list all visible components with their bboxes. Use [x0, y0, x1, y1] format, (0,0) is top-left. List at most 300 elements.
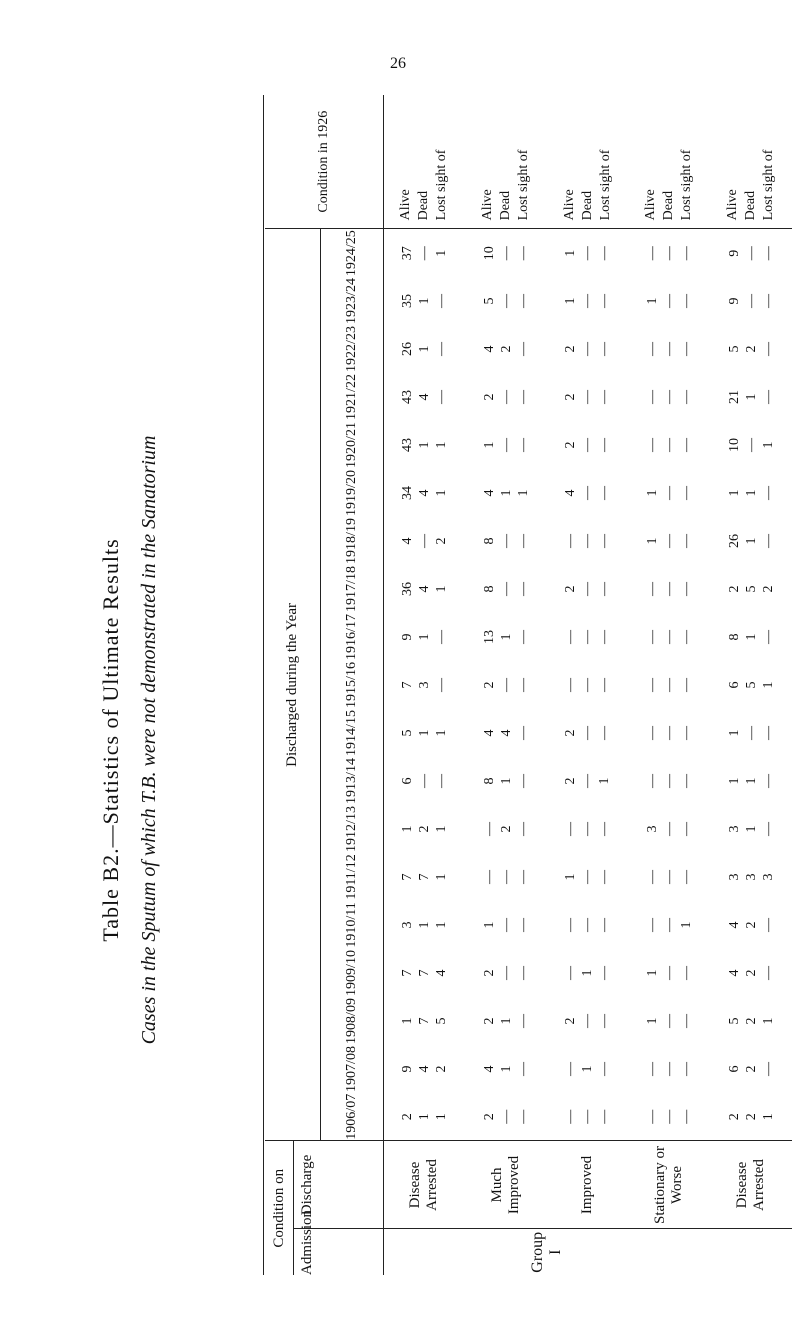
outcome-count: 4: [433, 969, 449, 977]
outcome-count: 7: [399, 969, 415, 977]
year-value-cell: [547, 421, 629, 469]
outcome-count: —: [678, 389, 694, 404]
outcome-count: —: [580, 869, 596, 884]
outcome-label: Alive: [480, 189, 496, 221]
year-1922: 1922/23: [320, 325, 383, 373]
results-table-body: [383, 95, 792, 1275]
year-value-cell: [547, 613, 629, 661]
year-1907: 1907/08: [320, 1045, 383, 1093]
outcome-count: 9: [399, 1065, 415, 1073]
outcome-count: —: [416, 533, 432, 548]
outcome-count: 43: [399, 389, 415, 404]
outcome-count: —: [515, 677, 531, 692]
outcome-count: —: [597, 917, 613, 932]
outcome-count: —: [760, 389, 776, 404]
outcome-count: —: [515, 869, 531, 884]
year-value-cell: [465, 229, 547, 277]
year-value-cell: [465, 421, 547, 469]
year-value-cell: [465, 1093, 547, 1141]
outcome-count: 26: [399, 341, 415, 356]
outcome-count: 6: [726, 681, 742, 689]
outcome-count: 1: [433, 585, 449, 593]
outcome-count: —: [644, 869, 660, 884]
table-title-block: [92, 436, 168, 1045]
outcome-count: —: [661, 629, 677, 644]
outcome-count: 2: [481, 1017, 497, 1025]
year-value-cell: [547, 1045, 629, 1093]
year-value-cell: [547, 853, 629, 901]
year-value-cell: [710, 853, 792, 901]
year-value-cell: [629, 805, 711, 853]
outcome-count: 21: [726, 389, 742, 404]
year-1919: 1919/20: [320, 469, 383, 517]
outcome-count: —: [563, 917, 579, 932]
outcome-label: Alive: [725, 189, 741, 221]
outcome-count: 2: [481, 393, 497, 401]
year-value-cell: [465, 709, 547, 757]
outcome-count: —: [597, 1109, 613, 1124]
outcome-count: —: [644, 725, 660, 740]
outcome-label: Lost sight of: [434, 149, 450, 221]
outcome-label: Dead: [416, 190, 432, 221]
outcome-count: —: [597, 725, 613, 740]
outcome-label: Alive: [643, 189, 659, 221]
outcome-count: 4: [481, 729, 497, 737]
outcome-count: —: [678, 1013, 694, 1028]
year-header-spacer: [320, 1229, 383, 1275]
outcome-count: 2: [481, 969, 497, 977]
year-1915: 1915/16: [320, 661, 383, 709]
year-1923: 1923/24: [320, 277, 383, 325]
outcome-count: —: [661, 293, 677, 308]
outcome-count: 1: [416, 441, 432, 449]
outcome-count: —: [580, 821, 596, 836]
outcome-count: 3: [760, 873, 776, 881]
year-value-cell: [710, 565, 792, 613]
outcome-count: 2: [416, 825, 432, 833]
year-value-cell: [383, 949, 465, 997]
outcome-count: —: [563, 533, 579, 548]
outcome-count: —: [515, 965, 531, 980]
year-value-cell: [547, 661, 629, 709]
year-value-cell: [383, 805, 465, 853]
year-value-cell: [547, 709, 629, 757]
outcome-count: 1: [498, 1065, 514, 1073]
outcome-count: —: [644, 437, 660, 452]
condition-1926-labels: [710, 95, 792, 229]
year-value-cell: [465, 757, 547, 805]
outcome-count: 8: [726, 633, 742, 641]
outcome-count: 1: [433, 729, 449, 737]
year-value-cell: [383, 421, 465, 469]
year-value-cell: [547, 757, 629, 805]
outcome-count: 9: [726, 297, 742, 305]
year-value-cell: [547, 949, 629, 997]
outcome-count: —: [661, 1061, 677, 1076]
outcome-count: —: [498, 437, 514, 452]
outcome-count: —: [563, 821, 579, 836]
year-value-cell: [710, 805, 792, 853]
year-value-cell: [547, 469, 629, 517]
year-value-cell: [629, 1093, 711, 1141]
year-value-cell: [383, 325, 465, 373]
outcome-count: 1: [433, 441, 449, 449]
year-value-cell: [710, 1093, 792, 1141]
year-value-cell: [629, 565, 711, 613]
outcome-count: 4: [563, 489, 579, 497]
outcome-count: 35: [399, 293, 415, 308]
outcome-count: 43: [399, 437, 415, 452]
outcome-count: —: [760, 917, 776, 932]
outcome-count: 2: [433, 537, 449, 545]
outcome-count: —: [498, 246, 514, 261]
outcome-count: —: [743, 437, 759, 452]
year-value-cell: [383, 901, 465, 949]
outcome-count: —: [580, 246, 596, 261]
outcome-count: 2: [563, 777, 579, 785]
outcome-count: 2: [743, 969, 759, 977]
discharge-condition-label: Stationary or Worse: [629, 1141, 711, 1229]
outcome-count: —: [678, 677, 694, 692]
outcome-count: 1: [760, 681, 776, 689]
year-value-cell: [629, 661, 711, 709]
outcome-count: —: [515, 917, 531, 932]
outcome-count: —: [498, 533, 514, 548]
outcome-count: 2: [743, 345, 759, 353]
year-value-cell: [547, 1093, 629, 1141]
outcome-count: —: [515, 246, 531, 261]
outcome-count: —: [597, 341, 613, 356]
year-1917: 1917/18: [320, 565, 383, 613]
outcome-count: —: [661, 581, 677, 596]
condition-1926-header: Condition in 1926: [265, 95, 383, 229]
outcome-count: —: [580, 293, 596, 308]
outcome-count: —: [498, 965, 514, 980]
outcome-count: 2: [563, 393, 579, 401]
outcome-count: —: [743, 725, 759, 740]
year-value-cell: [465, 949, 547, 997]
outcome-count: 1: [644, 297, 660, 305]
outcome-count: —: [661, 437, 677, 452]
year-1921: 1921/22: [320, 373, 383, 421]
outcome-count: —: [597, 869, 613, 884]
table-row: [710, 95, 792, 1275]
year-value-cell: [547, 901, 629, 949]
outcome-count: —: [515, 533, 531, 548]
outcome-count: 2: [743, 1017, 759, 1025]
outcome-count: —: [498, 389, 514, 404]
year-value-cell: [465, 901, 547, 949]
year-value-cell: [547, 229, 629, 277]
outcome-count: —: [678, 1061, 694, 1076]
outcome-count: 1: [760, 441, 776, 449]
year-1908: 1908/09: [320, 997, 383, 1045]
outcome-label: Alive: [398, 189, 414, 221]
year-value-cell: [465, 517, 547, 565]
outcome-label: Dead: [579, 190, 595, 221]
outcome-count: 1: [743, 393, 759, 401]
outcome-count: —: [678, 725, 694, 740]
year-value-cell: [710, 1045, 792, 1093]
year-value-cell: [547, 805, 629, 853]
outcome-count: 2: [481, 1113, 497, 1121]
outcome-count: —: [515, 437, 531, 452]
year-value-cell: [710, 757, 792, 805]
outcome-count: 1: [433, 489, 449, 497]
outcome-count: —: [661, 389, 677, 404]
table-row: [547, 95, 629, 1275]
outcome-count: —: [597, 389, 613, 404]
year-value-cell: [383, 229, 465, 277]
outcome-count: 8: [481, 777, 497, 785]
outcome-count: —: [580, 1109, 596, 1124]
year-value-cell: [547, 325, 629, 373]
discharge-condition-label: Disease Arrested: [383, 1141, 465, 1229]
outcome-count: —: [580, 341, 596, 356]
year-value-cell: [383, 613, 465, 661]
outcome-count: 4: [416, 585, 432, 593]
year-value-cell: [710, 709, 792, 757]
outcome-count: —: [644, 677, 660, 692]
outcome-count: 1: [760, 1017, 776, 1025]
outcome-count: —: [433, 341, 449, 356]
outcome-count: 1: [433, 921, 449, 929]
outcome-count: —: [597, 965, 613, 980]
year-value-cell: [710, 469, 792, 517]
year-value-cell: [383, 469, 465, 517]
year-value-cell: [465, 853, 547, 901]
outcome-count: 3: [743, 873, 759, 881]
year-value-cell: [629, 229, 711, 277]
outcome-label: Lost sight of: [761, 149, 777, 221]
outcome-count: 4: [481, 345, 497, 353]
year-header-spacer-2: [320, 1141, 383, 1229]
admission-header: Admission: [294, 1229, 321, 1275]
year-value-cell: [710, 517, 792, 565]
outcome-count: —: [760, 773, 776, 788]
outcome-count: —: [515, 1061, 531, 1076]
outcome-count: —: [580, 389, 596, 404]
outcome-count: 1: [563, 873, 579, 881]
outcome-count: 2: [563, 345, 579, 353]
outcome-count: 2: [743, 1065, 759, 1073]
outcome-count: 3: [726, 825, 742, 833]
year-value-cell: [465, 1045, 547, 1093]
outcome-count: —: [498, 917, 514, 932]
outcome-count: —: [515, 773, 531, 788]
year-value-cell: [547, 517, 629, 565]
outcome-count: —: [743, 246, 759, 261]
outcome-count: —: [678, 341, 694, 356]
outcome-count: 4: [416, 489, 432, 497]
outcome-count: 3: [726, 873, 742, 881]
outcome-count: 36: [399, 581, 415, 596]
year-value-cell: [710, 997, 792, 1045]
year-1913: 1913/14: [320, 757, 383, 805]
outcome-count: —: [644, 773, 660, 788]
outcome-count: 1: [644, 537, 660, 545]
outcome-count: —: [678, 821, 694, 836]
outcome-count: —: [597, 246, 613, 261]
outcome-count: 1: [597, 777, 613, 785]
outcome-count: —: [597, 677, 613, 692]
outcome-count: —: [515, 629, 531, 644]
year-value-cell: [465, 997, 547, 1045]
outcome-count: 2: [743, 921, 759, 929]
outcome-count: —: [644, 1109, 660, 1124]
outcome-count: —: [563, 965, 579, 980]
outcome-count: 1: [433, 1113, 449, 1121]
year-value-cell: [383, 373, 465, 421]
outcome-count: —: [760, 341, 776, 356]
outcome-count: —: [760, 1061, 776, 1076]
outcome-count: —: [580, 485, 596, 500]
condition-1926-labels: [465, 95, 547, 229]
outcome-count: 7: [416, 873, 432, 881]
outcome-count: 2: [760, 585, 776, 593]
outcome-count: 1: [498, 777, 514, 785]
header-row-condition: [265, 95, 294, 1275]
year-value-cell: [383, 1093, 465, 1141]
outcome-count: —: [498, 1109, 514, 1124]
outcome-count: 5: [481, 297, 497, 305]
discharge-condition-label: Improved: [547, 1141, 629, 1229]
outcome-count: 2: [481, 681, 497, 689]
condition-on-header: Condition on: [265, 1141, 294, 1275]
outcome-count: 1: [515, 489, 531, 497]
year-value-cell: [465, 373, 547, 421]
outcome-count: 1: [644, 969, 660, 977]
outcome-count: 5: [726, 1017, 742, 1025]
table-row: [629, 95, 711, 1275]
year-value-cell: [465, 661, 547, 709]
outcome-count: 4: [498, 729, 514, 737]
outcome-count: 1: [580, 969, 596, 977]
outcome-count: —: [661, 1109, 677, 1124]
outcome-count: —: [515, 821, 531, 836]
outcome-count: —: [580, 581, 596, 596]
year-value-cell: [383, 277, 465, 325]
outcome-count: —: [597, 821, 613, 836]
year-value-cell: [547, 373, 629, 421]
group-label-next: [710, 1229, 792, 1275]
outcome-count: —: [678, 965, 694, 980]
outcome-count: —: [760, 965, 776, 980]
year-value-cell: [710, 901, 792, 949]
outcome-count: —: [580, 725, 596, 740]
outcome-count: —: [661, 821, 677, 836]
outcome-count: 1: [481, 921, 497, 929]
outcome-count: 1: [416, 921, 432, 929]
outcome-count: —: [678, 773, 694, 788]
outcome-count: —: [416, 773, 432, 788]
outcome-count: 1: [743, 537, 759, 545]
year-value-cell: [383, 565, 465, 613]
year-value-cell: [629, 949, 711, 997]
outcome-count: 7: [399, 681, 415, 689]
year-value-cell: [383, 853, 465, 901]
outcome-count: —: [580, 773, 596, 788]
outcome-count: —: [515, 1109, 531, 1124]
outcome-count: —: [678, 293, 694, 308]
year-1918: 1918/19: [320, 517, 383, 565]
outcome-count: —: [661, 725, 677, 740]
outcome-count: —: [678, 581, 694, 596]
outcome-count: 1: [498, 489, 514, 497]
outcome-count: 2: [726, 585, 742, 593]
outcome-count: —: [743, 293, 759, 308]
outcome-count: —: [661, 773, 677, 788]
outcome-count: —: [563, 629, 579, 644]
outcome-label: Alive: [561, 189, 577, 221]
outcome-count: 2: [399, 1113, 415, 1121]
outcome-count: —: [661, 677, 677, 692]
outcome-count: —: [515, 725, 531, 740]
outcome-count: —: [644, 341, 660, 356]
outcome-count: —: [678, 485, 694, 500]
outcome-count: 1: [416, 1113, 432, 1121]
outcome-count: 3: [399, 921, 415, 929]
outcome-count: —: [580, 677, 596, 692]
outcome-count: 1: [743, 489, 759, 497]
outcome-count: 1: [481, 441, 497, 449]
outcome-count: —: [433, 773, 449, 788]
outcome-count: —: [661, 533, 677, 548]
year-value-cell: [629, 709, 711, 757]
outcome-count: —: [580, 917, 596, 932]
outcome-count: —: [433, 629, 449, 644]
discharged-during-year-header: Discharged during the Year: [265, 229, 320, 1141]
outcome-count: —: [661, 246, 677, 261]
discharge-condition-label: Much Improved: [465, 1141, 547, 1229]
outcome-count: 1: [498, 633, 514, 641]
year-value-cell: [710, 325, 792, 373]
outcome-count: —: [498, 293, 514, 308]
outcome-count: —: [481, 869, 497, 884]
outcome-count: —: [597, 1061, 613, 1076]
year-value-cell: [465, 565, 547, 613]
outcome-count: —: [416, 246, 432, 261]
year-value-cell: [383, 517, 465, 565]
outcome-label: Dead: [743, 190, 759, 221]
outcome-count: —: [661, 965, 677, 980]
outcome-count: —: [661, 917, 677, 932]
outcome-count: 1: [399, 1017, 415, 1025]
outcome-count: 10: [726, 437, 742, 452]
outcome-count: 5: [399, 729, 415, 737]
outcome-count: —: [760, 533, 776, 548]
year-value-cell: [710, 613, 792, 661]
outcome-count: 5: [743, 585, 759, 593]
outcome-count: 1: [760, 1113, 776, 1121]
outcome-count: —: [661, 341, 677, 356]
year-value-cell: [629, 277, 711, 325]
year-1924: 1924/25: [320, 229, 383, 277]
outcome-count: —: [433, 389, 449, 404]
group-label: Group I: [383, 1229, 710, 1275]
outcome-count: —: [678, 1109, 694, 1124]
year-value-cell: [629, 421, 711, 469]
outcome-count: 3: [644, 825, 660, 833]
outcome-count: —: [597, 629, 613, 644]
outcome-count: —: [644, 917, 660, 932]
condition-1926-labels: [547, 95, 629, 229]
outcome-count: —: [580, 533, 596, 548]
outcome-count: —: [563, 677, 579, 692]
outcome-count: 8: [481, 585, 497, 593]
outcome-count: —: [433, 677, 449, 692]
year-value-cell: [629, 517, 711, 565]
